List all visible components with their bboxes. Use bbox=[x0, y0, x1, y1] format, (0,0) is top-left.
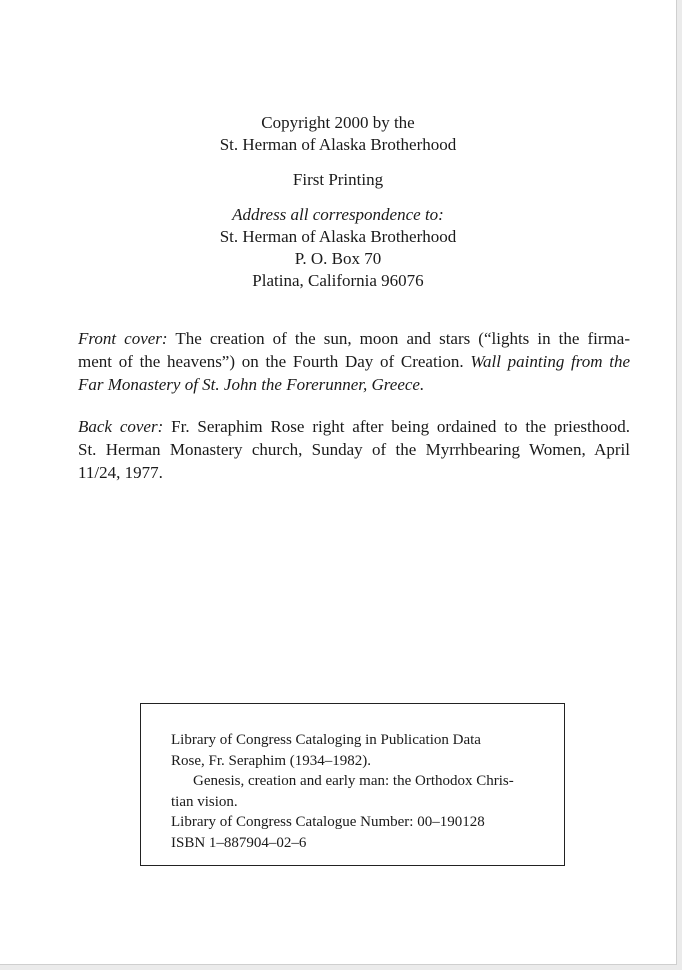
address-city: Platina, California 96076 bbox=[252, 271, 424, 290]
address-heading: Address all correspondence to: bbox=[232, 205, 444, 224]
front-cover-line-2: ment of the heavens”) on the Fourth Day of Creation. Wall painting from the bbox=[78, 352, 630, 371]
printing-edition: First Printing bbox=[292, 170, 384, 189]
back-cover-line-2: St. Herman Monastery church, Sunday of the Myrrhbearing Women, April bbox=[78, 440, 630, 459]
front-cover-caption bbox=[78, 327, 630, 396]
cip-author: Rose, Fr. Seraphim (1934–1982). bbox=[171, 752, 371, 769]
cip-heading: Library of Congress Cataloging in Publication Data bbox=[171, 732, 481, 748]
back-cover-line-1: Back cover: Fr. Seraphim Rose right after being ordained to the priesthood. bbox=[78, 417, 631, 436]
back-cover-line-3: 11/24, 1977. bbox=[78, 463, 163, 482]
copyright-notice bbox=[0, 112, 676, 156]
correspondence-address bbox=[0, 204, 676, 292]
cip-catalogue-number: Library of Congress Catalogue Number: 00–190128 bbox=[171, 814, 485, 830]
back-cover-label: Back cover: bbox=[78, 417, 164, 436]
cip-title-continued: tian vision. bbox=[171, 793, 238, 810]
front-cover-label: Front cover: bbox=[78, 329, 168, 348]
cataloging-data-box bbox=[140, 703, 565, 866]
cip-isbn: ISBN 1–887904–02–6 bbox=[171, 834, 307, 851]
copyright-holder: St. Herman of Alaska Brotherhood bbox=[219, 135, 457, 154]
address-po-box: P. O. Box 70 bbox=[294, 249, 382, 268]
cip-title: Genesis, creation and early man: the Orthodox Chris- bbox=[193, 773, 514, 789]
copyright-line: Copyright 2000 by the bbox=[261, 113, 415, 132]
back-cover-caption bbox=[78, 415, 630, 484]
front-cover-line-1: Front cover: The creation of the sun, moon and stars (“lights in the firma- bbox=[78, 329, 630, 348]
front-cover-line-3: Far Monastery of St. John the Forerunner, Greece. bbox=[78, 375, 425, 394]
address-name: St. Herman of Alaska Brotherhood bbox=[219, 227, 457, 246]
